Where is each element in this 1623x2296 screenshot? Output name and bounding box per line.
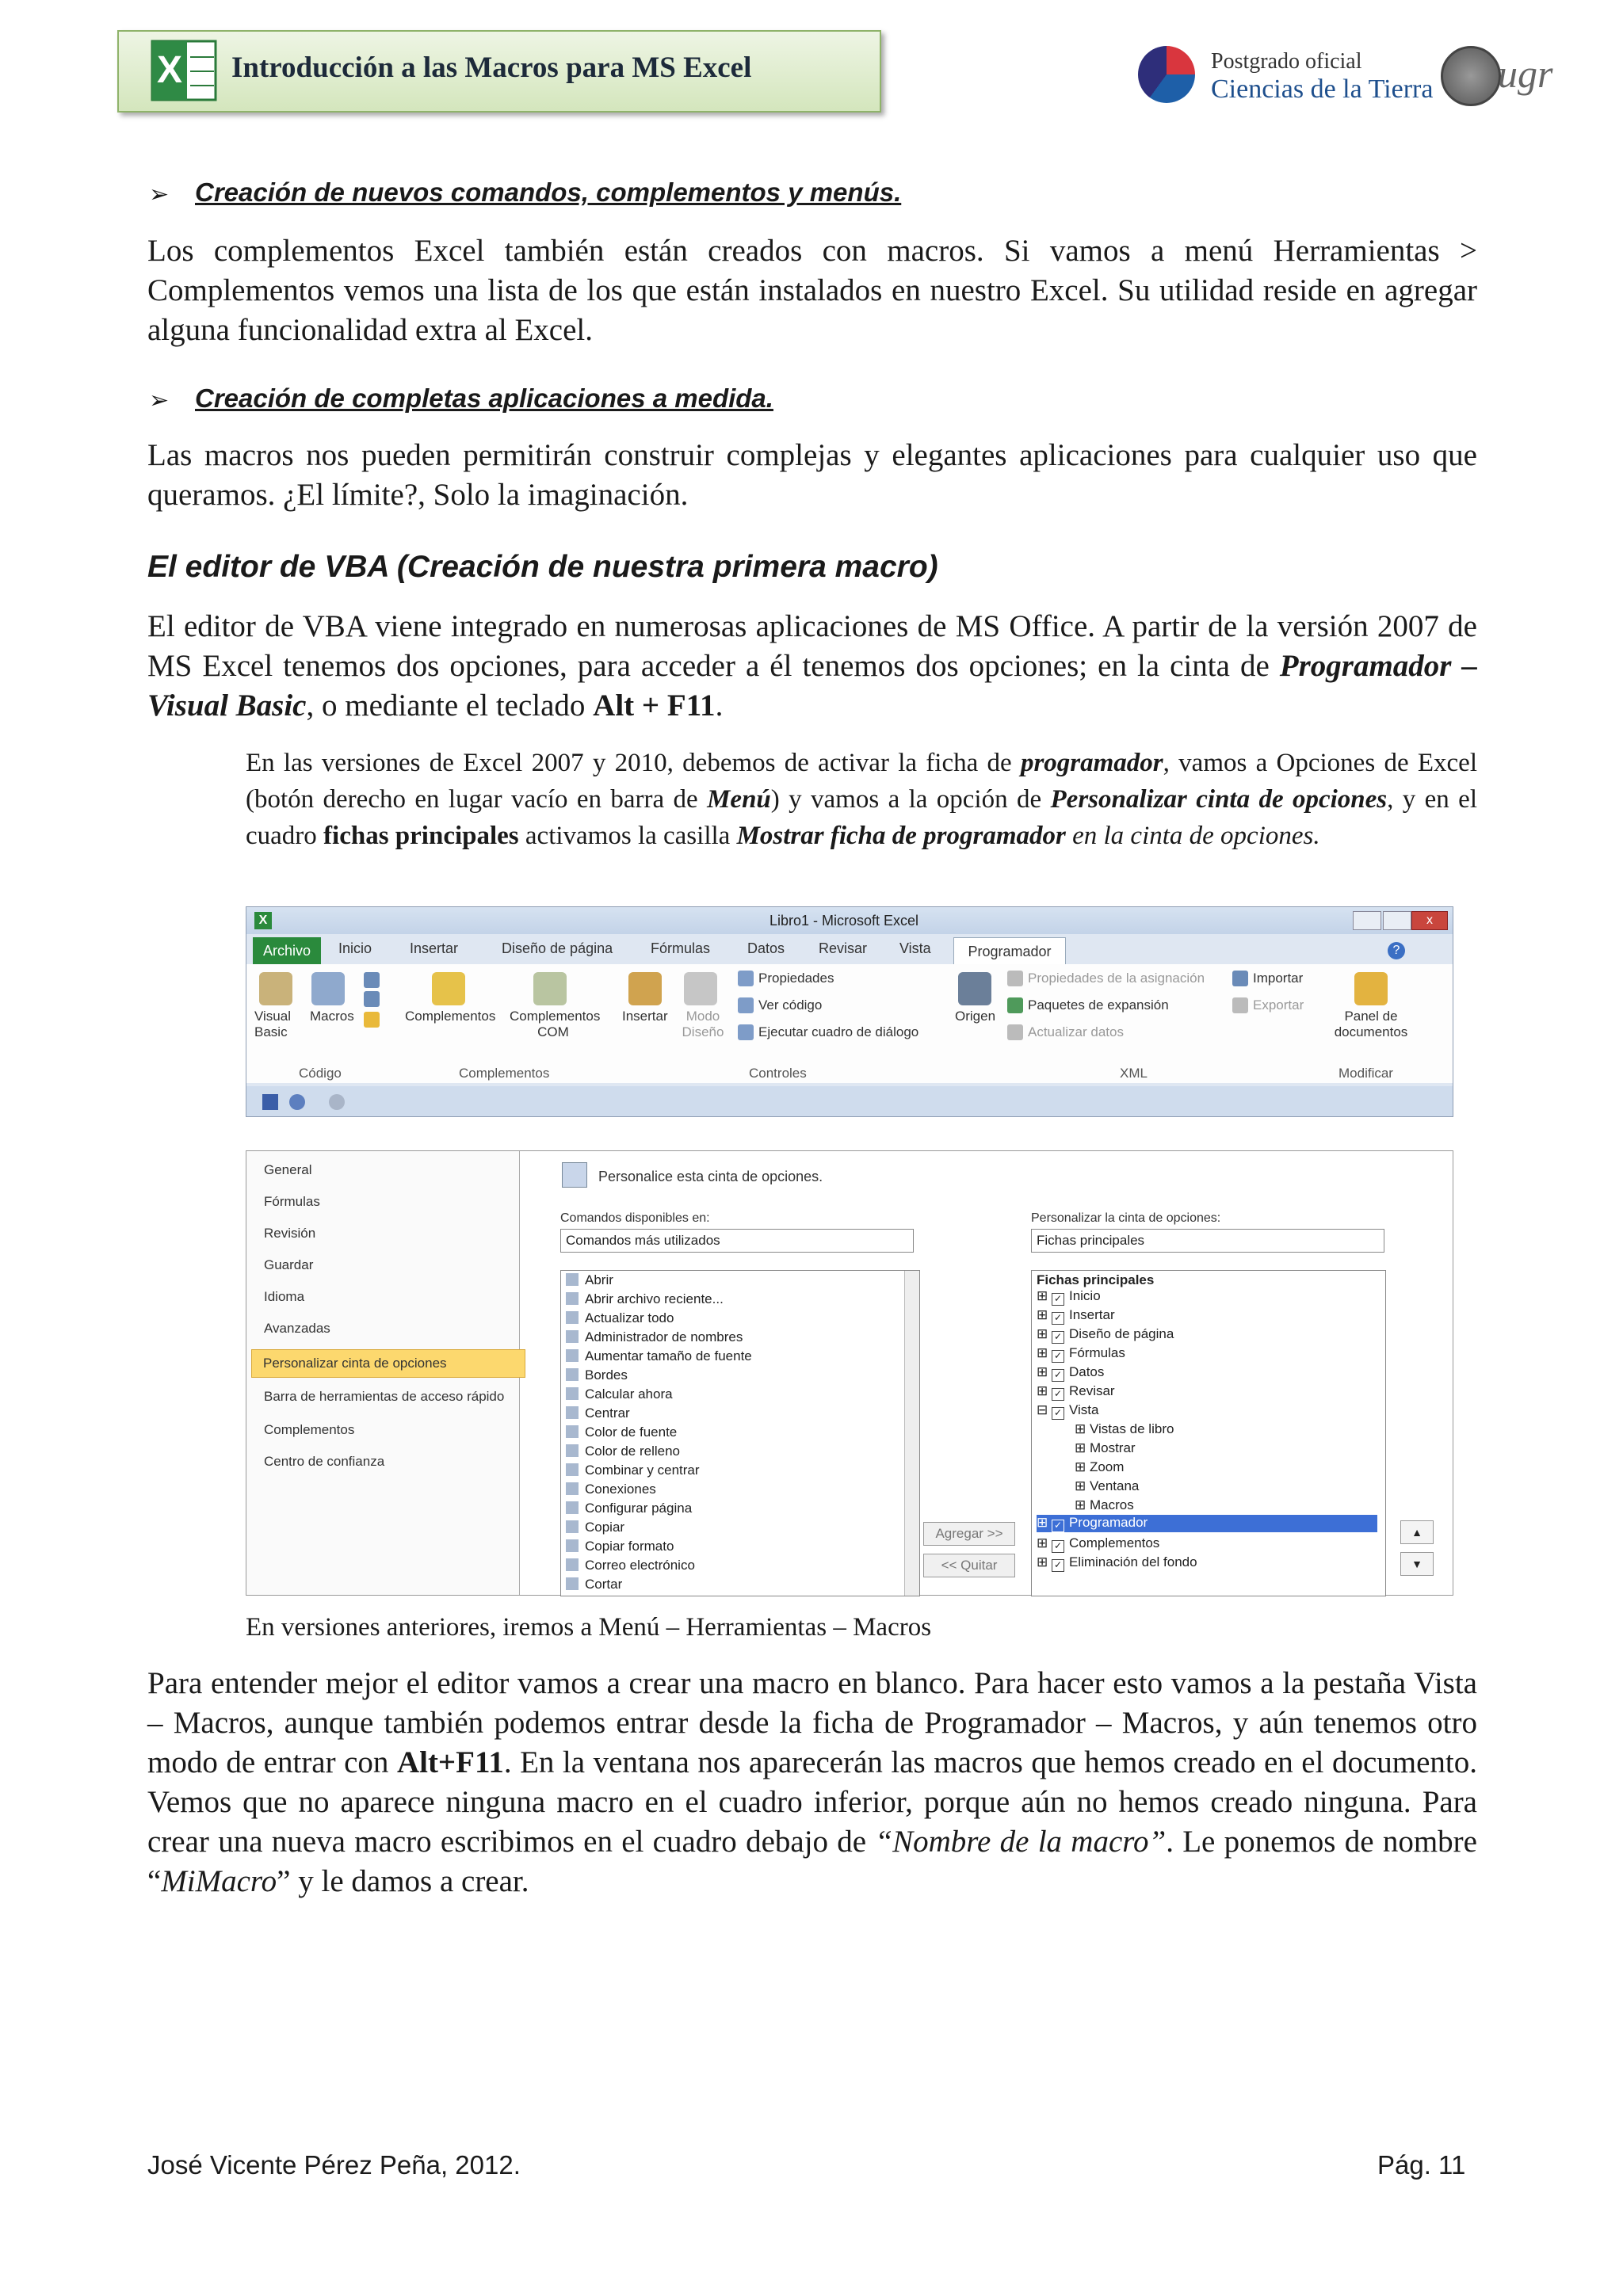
text-run: “Nombre de la macro” [875, 1825, 1167, 1859]
quick-access-toolbar [246, 1086, 1453, 1116]
tab-insertar[interactable]: Insertar [410, 940, 459, 956]
ver-codigo-button[interactable]: Ver código [758, 997, 823, 1013]
tree-item[interactable]: ⊞ ✓ Diseño de página [1037, 1326, 1174, 1342]
list-item[interactable]: Abrir archivo reciente... [566, 1291, 724, 1307]
move-up-icon[interactable]: ▲ [1400, 1520, 1434, 1544]
ribbon-screenshot [246, 906, 1453, 1117]
list-item[interactable]: Combinar y centrar [566, 1463, 700, 1478]
tab-formulas[interactable]: Fórmulas [651, 940, 711, 956]
undo-icon[interactable] [289, 1094, 305, 1110]
footer-author: José Vicente Pérez Peña, 2012. [147, 2150, 521, 2180]
tab-revisar[interactable]: Revisar [819, 940, 868, 956]
paragraph: Los complementos Excel también están creados con macros. Si vamos a menú Herramientas > Complementos vemos una lista de los que están instalados en nuestro Excel. Su utilidad reside en agregar alguna funcionalidad extra al Excel. [147, 234, 1477, 347]
tree-item[interactable]: ⊞ ✓ Insertar [1037, 1307, 1115, 1323]
text-run: , vamos a Opciones de Excel (botón derecho en lugar vacío en barra de [246, 749, 1477, 814]
text-run: ” y le damos a crear. [277, 1864, 529, 1898]
macros-icon [311, 972, 345, 1005]
header-ciencias: Ciencias de la Tierra [1211, 74, 1434, 104]
close-icon[interactable]: x [1411, 911, 1448, 930]
options-heading: Personalice esta cinta de opciones. [598, 1169, 823, 1184]
redo-icon[interactable] [329, 1094, 345, 1110]
actualizar-datos-button[interactable]: Actualizar datos [1028, 1024, 1124, 1039]
text-run: El editor de VBA viene integrado en numerosas aplicaciones de MS Office. A partir de la versión 2007 de MS Excel tenemos dos opciones, para acceder a él tenemos dos opciones; en la cinta de [147, 609, 1477, 683]
origen-button[interactable]: Origen [955, 1009, 996, 1024]
ribbon-tabs [246, 937, 1453, 964]
right-caption: Personalizar la cinta de opciones: [1031, 1211, 1221, 1225]
text-run: Programador – Visual Basic [147, 649, 1477, 723]
maximize-icon[interactable] [1383, 911, 1411, 930]
list-item[interactable]: Correo electrónico [566, 1558, 695, 1573]
tab-vista[interactable]: Vista [899, 940, 931, 956]
group-controles: Controles [749, 1066, 807, 1081]
add-button[interactable]: Agregar >> [923, 1522, 1015, 1546]
postgrado-logo-icon [1138, 46, 1195, 103]
paragraph [147, 1664, 1477, 1901]
tree-item-selected[interactable]: ⊞ ✓ Programador [1037, 1515, 1377, 1532]
text-run: . Le ponemos de nombre “ [147, 1825, 1477, 1898]
excel-small-icon: X [254, 912, 272, 929]
left-caption: Comandos disponibles en: [560, 1211, 710, 1225]
text-run: Alt + F11 [593, 688, 716, 723]
svg-text:X: X [157, 49, 183, 91]
tree-subitem[interactable]: ⊞ Ventana [1075, 1478, 1140, 1493]
section-heading: Creación de completas aplicaciones a medida. [195, 383, 773, 413]
macros-button[interactable]: Macros [310, 1009, 354, 1024]
text-run: ) y vamos a la opción de [770, 785, 1051, 814]
list-item[interactable]: Actualizar todo [566, 1310, 674, 1326]
paragraph: Las macros nos pueden permitirán construir complejas y elegantes aplicaciones para cualquier uso que queramos. ¿El límite?, Solo la imaginación. [147, 438, 1477, 512]
record-macro-icon[interactable] [364, 972, 380, 988]
tree-title: Fichas principales [1037, 1272, 1155, 1287]
text-run: . En la ventana nos aparecerán las macros que hemos creado en el documento. Vemos que no aparece ninguna macro en el cuadro inferior, porque aún no hemos creado ninguna. Para crear una nueva macro escribimos en el cuadro debajo de [147, 1745, 1477, 1859]
macro-security-icon[interactable] [364, 1012, 380, 1028]
complementos-com-icon [533, 972, 567, 1005]
commands-list[interactable] [560, 1270, 920, 1596]
header-postgrado: Postgrado oficial [1211, 49, 1362, 74]
nav-barra-acceso[interactable]: Barra de herramientas de acceso rápido [264, 1389, 505, 1404]
paquetes-icon [1007, 997, 1023, 1013]
ver-codigo-icon [738, 997, 754, 1013]
list-item[interactable]: Abrir [566, 1272, 613, 1288]
section-title: El editor de VBA (Creación de nuestra primera macro) [147, 550, 938, 584]
minimize-icon[interactable] [1353, 911, 1381, 930]
tree-item[interactable]: ⊞ ✓ Fórmulas [1037, 1345, 1125, 1361]
nav-formulas[interactable]: Fórmulas [264, 1194, 320, 1209]
nav-general[interactable]: General [264, 1162, 312, 1177]
list-item[interactable]: Configurar página [566, 1501, 692, 1516]
move-down-icon[interactable]: ▼ [1400, 1552, 1434, 1576]
text-run: , y en el cuadro [246, 785, 1477, 850]
tree-subitem[interactable]: ⊞ Zoom [1075, 1459, 1125, 1474]
importar-button[interactable]: Importar [1253, 971, 1304, 986]
group-codigo: Código [299, 1066, 342, 1081]
scrollbar[interactable] [904, 1271, 919, 1596]
tree-item[interactable]: ⊞ ✓ Eliminación del fondo [1037, 1554, 1197, 1570]
header-title: Introducción a las Macros para MS Excel [231, 51, 752, 84]
save-icon[interactable] [262, 1094, 278, 1110]
list-item[interactable]: Calcular ahora [566, 1386, 673, 1402]
nav-complementos[interactable]: Complementos [264, 1422, 355, 1437]
text-run: Alt+F11 [396, 1745, 504, 1779]
list-item[interactable]: Cortar [566, 1577, 622, 1592]
tree-item[interactable]: ⊞ ✓ Revisar [1037, 1383, 1115, 1399]
importar-icon [1232, 971, 1248, 986]
list-item[interactable]: Bordes [566, 1367, 628, 1383]
customize-icon [562, 1162, 587, 1188]
text-run: en la cinta de opciones. [1065, 822, 1320, 850]
panel-documentos-button[interactable]: Panel de documentos [1334, 1009, 1408, 1039]
prop-asignacion-icon [1007, 971, 1023, 986]
insertar-button[interactable]: Insertar [622, 1009, 668, 1024]
ejecutar-dialogo-icon [738, 1024, 754, 1040]
tab-programador[interactable]: Programador [953, 937, 1066, 966]
modo-diseno-button[interactable]: Modo Diseño [682, 1009, 724, 1039]
text-run: Para entender mejor el editor vamos a crear una macro en blanco. Para hacer esto vamos a la pestaña Vista – Macros, aunque también podemos entrar desde la ficha de Programador – Macros, y aún tenemos otro modo de entrar con [147, 1666, 1477, 1779]
options-screenshot [246, 1150, 1453, 1596]
list-item[interactable]: Copiar formato [566, 1539, 674, 1554]
actualizar-datos-icon [1007, 1024, 1023, 1040]
text-run: Menú [707, 785, 771, 814]
tree-item[interactable]: ⊞ ✓ Datos [1037, 1364, 1105, 1380]
text-run: En las versiones de Excel 2007 y 2010, debemos de activar la ficha de [246, 749, 1021, 777]
nav-centro-confianza[interactable]: Centro de confianza [264, 1454, 385, 1469]
note-paragraph [246, 745, 1477, 854]
excel-logo-icon [151, 36, 217, 103]
visual-basic-button[interactable]: Visual Basic [254, 1009, 291, 1039]
help-icon[interactable]: ? [1388, 942, 1405, 959]
tree-item[interactable]: ⊟ ✓ Vista [1037, 1402, 1099, 1418]
list-item[interactable]: Aumentar tamaño de fuente [566, 1348, 752, 1364]
complementos-icon [432, 972, 465, 1005]
nav-revision[interactable]: Revisión [264, 1226, 316, 1241]
figure-caption: En versiones anteriores, iremos a Menú – Herramientas – Macros [246, 1613, 932, 1642]
tab-diseno[interactable]: Diseño de página [502, 940, 613, 956]
tree-subitem[interactable]: ⊞ Macros [1075, 1497, 1134, 1512]
text-run: , o mediante el teclado [306, 688, 594, 723]
modo-diseno-icon [684, 972, 717, 1005]
text-run: MiMacro [161, 1864, 277, 1898]
complementos-button[interactable]: Complementos [405, 1009, 496, 1024]
tree-subitem[interactable]: ⊞ Mostrar [1075, 1440, 1136, 1455]
list-item[interactable]: Administrador de nombres [566, 1329, 743, 1345]
insertar-control-icon [628, 972, 662, 1005]
page-number: Pág. 11 [1377, 2150, 1466, 2180]
list-item[interactable]: Conexiones [566, 1482, 656, 1497]
bullet-arrow-icon: ➢ [149, 387, 170, 414]
text-run: . [715, 688, 724, 723]
bullet-arrow-icon: ➢ [149, 181, 170, 208]
text-run: Mostrar ficha de programador [736, 822, 1066, 850]
group-xml: XML [1120, 1066, 1148, 1081]
ejecutar-dialogo-button[interactable]: Ejecutar cuadro de diálogo [758, 1024, 919, 1039]
university-seal-icon [1441, 46, 1501, 106]
tab-inicio[interactable]: Inicio [338, 940, 372, 956]
propiedades-button[interactable]: Propiedades [758, 971, 834, 986]
nav-guardar[interactable]: Guardar [264, 1257, 314, 1272]
nav-avanzadas[interactable]: Avanzadas [264, 1321, 330, 1336]
complementos-com-button[interactable]: Complementos COM [510, 1009, 601, 1039]
group-modificar: Modificar [1338, 1066, 1393, 1081]
list-item[interactable]: Color de fuente [566, 1425, 677, 1440]
remove-button[interactable]: << Quitar [923, 1554, 1015, 1577]
propiedades-icon [738, 971, 754, 986]
relative-ref-icon[interactable] [364, 991, 380, 1007]
nav-personalizar-cinta[interactable]: Personalizar cinta de opciones [251, 1349, 525, 1378]
commands-dropdown[interactable]: Comandos más utilizados [560, 1229, 914, 1253]
panel-documentos-icon [1354, 972, 1388, 1005]
exportar-icon [1232, 997, 1248, 1013]
group-complementos: Complementos [459, 1066, 550, 1081]
tab-archivo[interactable]: Archivo [253, 937, 321, 964]
nav-idioma[interactable]: Idioma [264, 1289, 305, 1304]
window-titlebar [246, 907, 1453, 934]
tree-subitem[interactable]: ⊞ Vistas de libro [1075, 1421, 1174, 1436]
paquetes-button[interactable]: Paquetes de expansión [1028, 997, 1169, 1013]
options-nav [246, 1151, 520, 1595]
tree-item[interactable]: ⊞ ✓ Inicio [1037, 1288, 1101, 1304]
text-run: Personalizar cinta de opciones [1050, 785, 1388, 814]
exportar-button[interactable]: Exportar [1253, 997, 1304, 1013]
section-heading: Creación de nuevos comandos, complementos y menús. [195, 177, 902, 207]
list-item[interactable]: Centrar [566, 1405, 630, 1421]
ugr-logo: ugr [1498, 51, 1553, 96]
ribbon-body [246, 964, 1453, 1083]
origen-icon [958, 972, 991, 1005]
window-title: Libro1 - Microsoft Excel [769, 913, 919, 929]
text-run: programador [1020, 749, 1163, 777]
prop-asignacion-button[interactable]: Propiedades de la asignación [1028, 971, 1205, 986]
visual-basic-icon [259, 972, 292, 1005]
text-run: activamos la casilla [518, 822, 737, 850]
text-run: fichas principales [323, 822, 519, 850]
tabs-dropdown[interactable]: Fichas principales [1031, 1229, 1384, 1253]
list-item[interactable]: Copiar [566, 1520, 624, 1535]
paragraph [147, 607, 1477, 726]
list-item[interactable]: Color de relleno [566, 1444, 680, 1459]
tabs-tree[interactable] [1031, 1270, 1386, 1596]
tree-item[interactable]: ⊞ ✓ Complementos [1037, 1535, 1160, 1551]
tab-datos[interactable]: Datos [747, 940, 785, 956]
